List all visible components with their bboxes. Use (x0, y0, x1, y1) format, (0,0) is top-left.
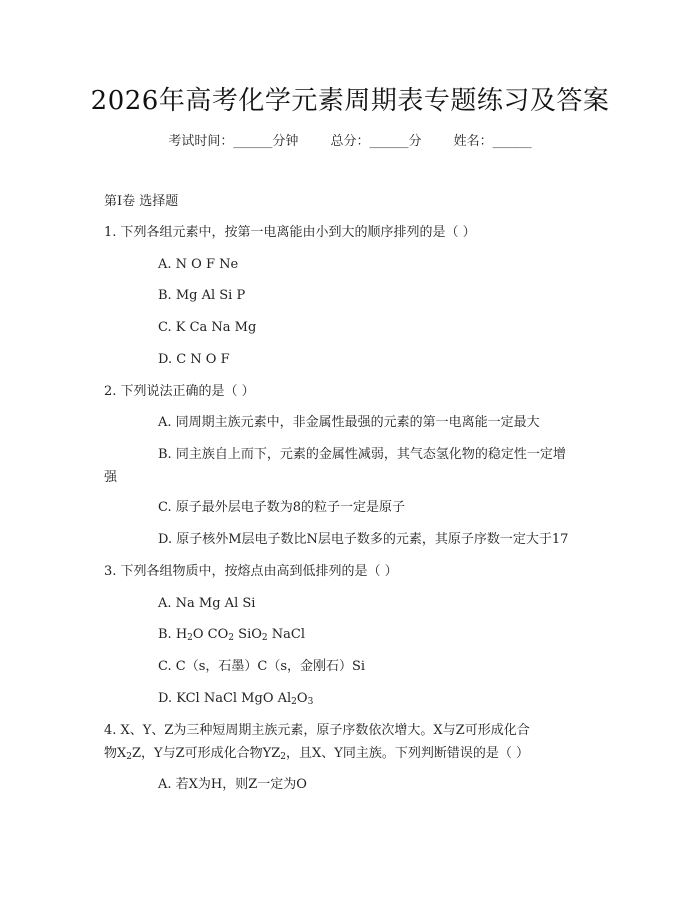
exam-time: 考试时间：______分钟 (168, 134, 299, 149)
question-2-option-d: D. 原子核外M层电子数比N层电子数多的元素，其原子序数一定大于17 (158, 532, 569, 547)
question-3-option-c: C. C（s，石墨）C（s，金刚石）Si (158, 659, 366, 674)
question-1-option-a: A. N O F Ne (158, 257, 239, 272)
page-title: 2026年高考化学元素周期表专题练习及答案 (90, 86, 610, 116)
total-score: 总分：______分 (330, 134, 422, 149)
question-4-stem-line-2: 物$X_2Z$，Y与Z可形成化合物$YZ_2$，且X、Y同主族。下列判断错误的是（ ） (104, 746, 529, 762)
question-4-stem-line-1: 4. X、Y、Z为三种短周期主族元素，原子序数依次增大。X与Z可形成化合 (104, 723, 530, 738)
question-2-option-b-continued: 强 (104, 470, 118, 485)
question-2-option-b: B. 同主族自上而下，元素的金属性减弱，其气态氢化物的稳定性一定增 (158, 447, 566, 462)
question-2-option-c: C. 原子最外层电子数为8的粒子一定是原子 (158, 500, 406, 515)
question-3-option-a: A. Na Mg Al Si (158, 596, 256, 611)
question-1-option-d: D. C N O F (158, 352, 230, 367)
question-1-option-c: C. K Ca Na Mg (158, 320, 257, 335)
question-3-option-b: B. $H_2O$ $CO_2$ SiO$_2$ NaCl (158, 627, 305, 643)
question-2-option-a: A. 同周期主族元素中，非金属性最强的元素的第一电离能一定最大 (158, 415, 540, 430)
question-1-stem: 1. 下列各组元素中，按第一电离能由小到大的顺序排列的是（ ） (104, 225, 476, 240)
question-3-stem: 3. 下列各组物质中，按熔点由高到低排列的是（ ） (104, 564, 398, 579)
question-3-option-d: D. KCl NaCl MgO $Al_2O_3$ (158, 691, 314, 707)
question-4-option-a: A. 若X为H，则Z一定为O (158, 777, 307, 792)
question-1-option-b: B. Mg Al Si P (158, 288, 246, 303)
student-name: 姓名：______ (453, 134, 532, 149)
section-heading: 第Ⅰ卷 选择题 (104, 194, 179, 209)
question-2-stem: 2. 下列说法正确的是（ ） (104, 384, 255, 399)
exam-meta (0, 130, 700, 149)
